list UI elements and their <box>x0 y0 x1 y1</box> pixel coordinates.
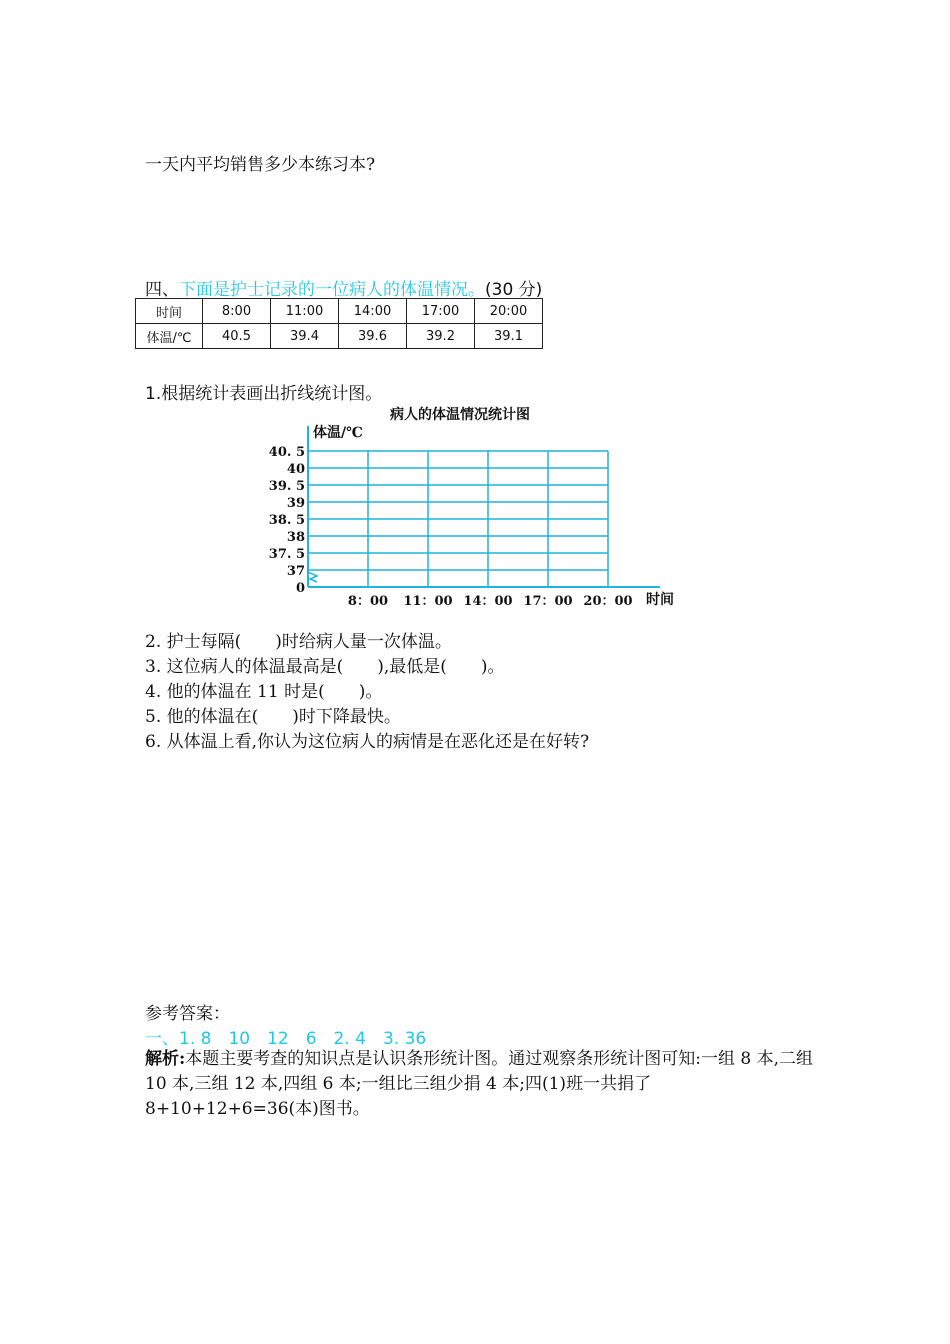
temperature-table <box>135 298 543 349</box>
question-6: 6. 从体温上看,你认为这位病人的病情是在恶化还是在好转? <box>145 732 590 752</box>
chart-title: 病人的体温情况统计图 <box>390 407 530 423</box>
x-tick-label: 11：00 <box>403 594 453 609</box>
x-tick-label: 20：00 <box>583 594 633 609</box>
chart-svg <box>260 420 690 612</box>
temp-cell: 39.6 <box>339 324 407 349</box>
y-axis-label: 体温/℃ <box>313 425 363 441</box>
question-1: 1.根据统计表画出折线统计图。 <box>145 384 383 404</box>
temp-cell: 39.4 <box>271 324 339 349</box>
y-tick-label: 38 <box>286 530 305 545</box>
section-number: 四、 <box>145 280 179 300</box>
x-tick-label: 17：00 <box>523 594 573 609</box>
y-tick-label: 37 <box>286 564 305 579</box>
question-3: 3. 这位病人的体温最高是( ),最低是( )。 <box>145 657 505 677</box>
y-tick-label: 39 <box>286 496 305 511</box>
time-cell: 11:00 <box>271 299 339 324</box>
table-row <box>136 324 543 349</box>
chart-ticks <box>269 445 633 609</box>
analysis-label: 解析: <box>145 1049 186 1069</box>
question-4: 4. 他的体温在 11 时是( )。 <box>145 682 383 702</box>
axis-break-mark <box>308 572 317 582</box>
y-tick-label: 37. 5 <box>268 547 305 562</box>
y-tick-label: 0 <box>295 581 305 596</box>
y-tick-label: 40. 5 <box>268 445 305 460</box>
question-2: 2. 护士每隔( )时给病人量一次体温。 <box>145 632 452 652</box>
analysis <box>145 1047 825 1122</box>
analysis-text: 本题主要考查的知识点是认识条形统计图。通过观察条形统计图可知:一组 8 本,二组 10 本,三组 12 本,四组 6 本;一组比三组少捐 4 本;四(1)班一共捐了 8+10+12+6=36(本)图书。 <box>145 1049 814 1119</box>
section-heading <box>145 275 542 300</box>
table-header-cell: 体温/℃ <box>136 324 203 349</box>
temp-cell: 39.2 <box>407 324 475 349</box>
x-tick-label: 14：00 <box>463 594 513 609</box>
x-tick-label: 8：00 <box>347 594 389 609</box>
previous-question: 一天内平均销售多少本练习本? <box>145 155 376 175</box>
time-cell: 14:00 <box>339 299 407 324</box>
y-tick-label: 40 <box>286 462 305 477</box>
answers-line: 一、1. 8 10 12 6 2. 4 3. 36 <box>145 1029 427 1049</box>
chart-grid <box>308 451 608 587</box>
section-score: (30 分) <box>485 280 543 300</box>
y-tick-label: 39. 5 <box>268 479 305 494</box>
time-cell: 17:00 <box>407 299 475 324</box>
time-cell: 20:00 <box>475 299 543 324</box>
section-title: 下面是护士记录的一位病人的体温情况。 <box>179 280 485 300</box>
question-5: 5. 他的体温在( )时下降最快。 <box>145 707 401 727</box>
time-cell: 8:00 <box>203 299 271 324</box>
x-axis-label: 时间 <box>646 592 674 608</box>
table-row <box>136 299 543 324</box>
table-header-cell: 时间 <box>136 299 203 324</box>
temp-cell: 40.5 <box>203 324 271 349</box>
temp-cell: 39.1 <box>475 324 543 349</box>
y-tick-label: 38. 5 <box>268 513 305 528</box>
answers-heading: 参考答案： <box>145 1004 230 1024</box>
chart-axes <box>308 426 660 587</box>
